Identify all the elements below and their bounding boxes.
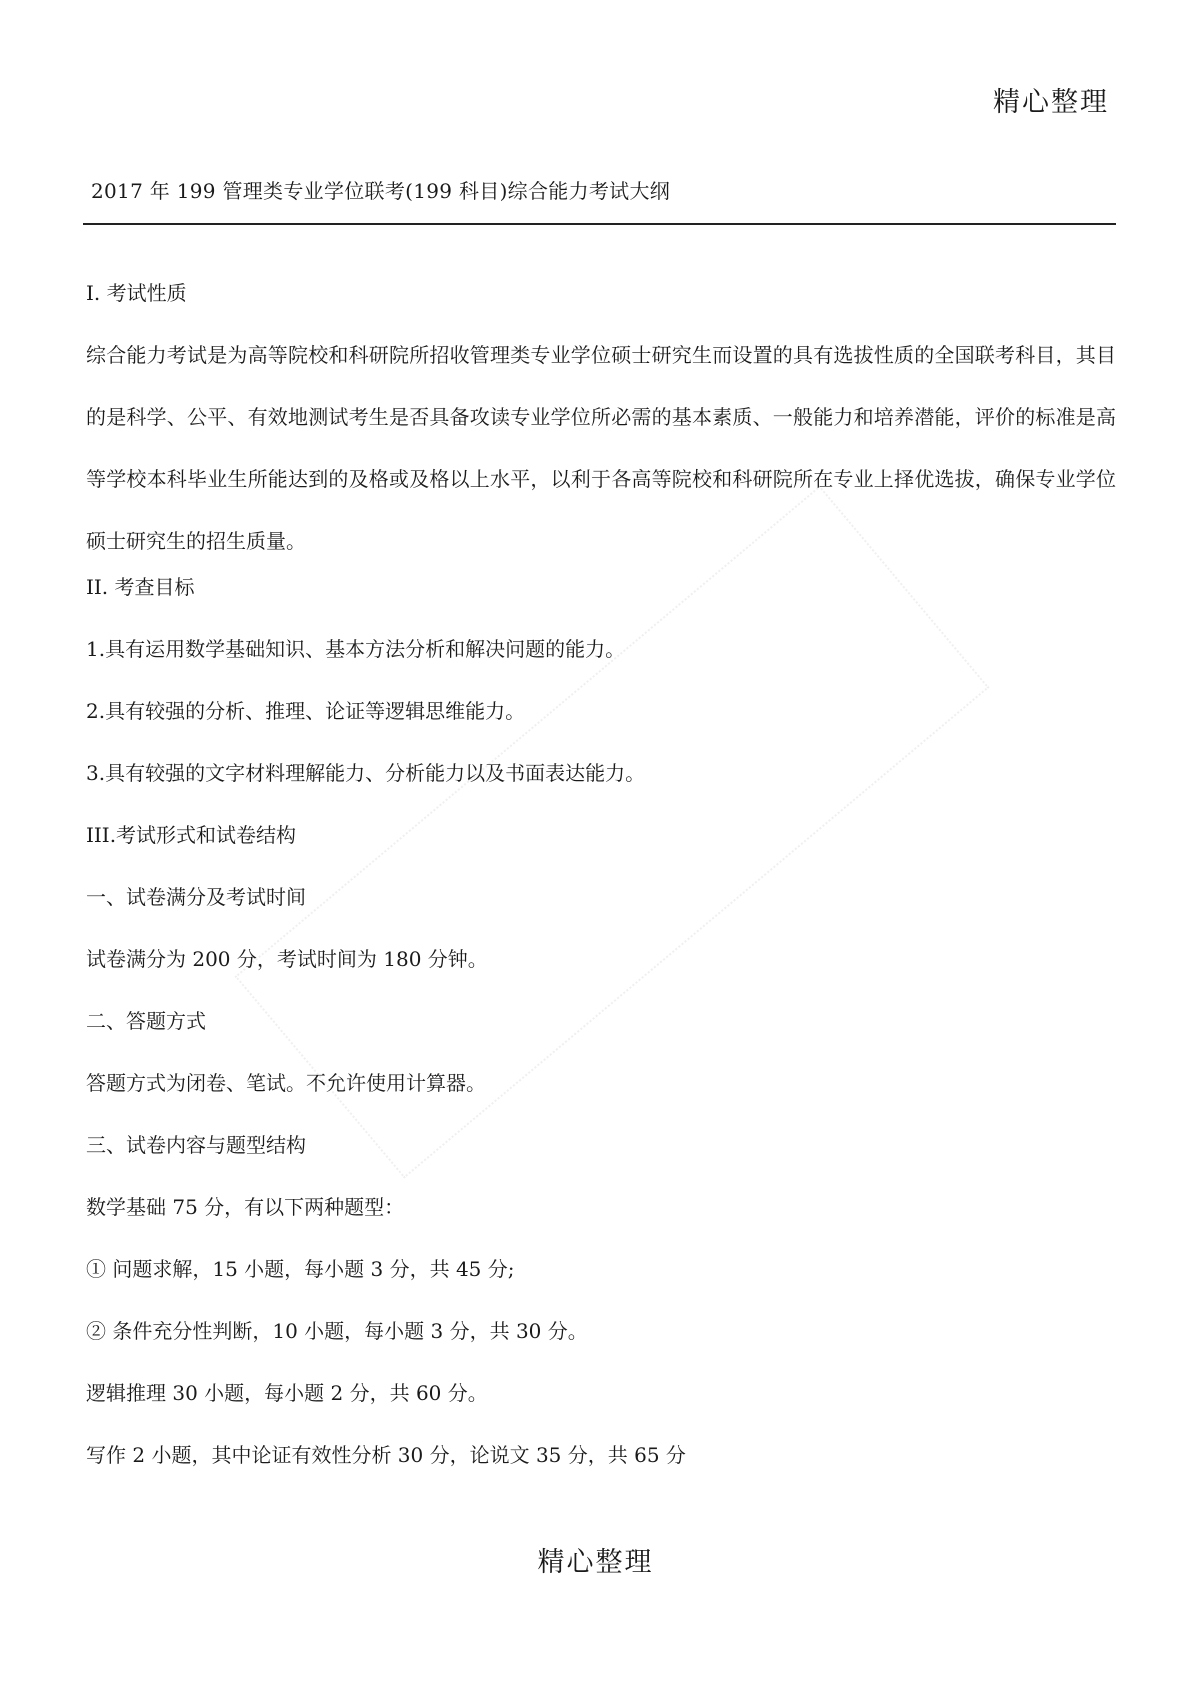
section-heading-exam-nature: I. 考试性质 <box>86 281 187 305</box>
exam-nature-paragraph: 综合能力考试是为高等院校和科研院所招收管理类专业学位硕士研究生而设置的具有选拔性质的全国联考科目，其目的是科学、公平、有效地测试考生是否具备攻读专业学位所必需的基本素质、一般能力和培养潜能，评价的标准是高等学校本科毕业生所能达到的及格或及格以上水平，以利于各高等院校和科研院所在专业上择优选拔，确保专业学位硕士研究生的招生质量。 <box>86 343 1116 553</box>
score-time-text: 试卷满分为 200 分，考试时间为 180 分钟。 <box>86 947 488 971</box>
objective-item-1: 1.具有运用数学基础知识、基本方法分析和解决问题的能力。 <box>86 637 626 661</box>
title-divider <box>83 223 1116 225</box>
math-item-1: ① 问题求解，15 小题，每小题 3 分，共 45 分; <box>86 1257 515 1281</box>
section-heading-format: III.考试形式和试卷结构 <box>86 823 297 847</box>
footer-label: 精心整理 <box>537 1547 654 1578</box>
subheading-score-time: 一、试卷满分及考试时间 <box>86 885 306 909</box>
logic-section-text: 逻辑推理 30 小题，每小题 2 分，共 60 分。 <box>86 1381 488 1405</box>
objective-item-2: 2.具有较强的分析、推理、论证等逻辑思维能力。 <box>86 699 526 723</box>
header-label: 精心整理 <box>993 87 1109 118</box>
subheading-content-structure: 三、试卷内容与题型结构 <box>86 1133 306 1157</box>
math-section-text: 数学基础 75 分，有以下两种题型： <box>86 1195 405 1219</box>
math-item-2: ② 条件充分性判断，10 小题，每小题 3 分，共 30 分。 <box>86 1319 588 1343</box>
subheading-answer-method: 二、答题方式 <box>86 1009 206 1033</box>
section-heading-objectives: II. 考查目标 <box>86 575 195 599</box>
objective-item-3: 3.具有较强的文字材料理解能力、分析能力以及书面表达能力。 <box>86 761 646 785</box>
writing-section-text: 写作 2 小题，其中论证有效性分析 30 分，论说文 35 分，共 65 分 <box>86 1443 686 1467</box>
document-body <box>86 278 1116 1502</box>
document-title: 2017 年 199 管理类专业学位联考(199 科目)综合能力考试大纲 <box>91 179 671 203</box>
answer-method-text: 答题方式为闭卷、笔试。不允许使用计算器。 <box>86 1071 486 1095</box>
